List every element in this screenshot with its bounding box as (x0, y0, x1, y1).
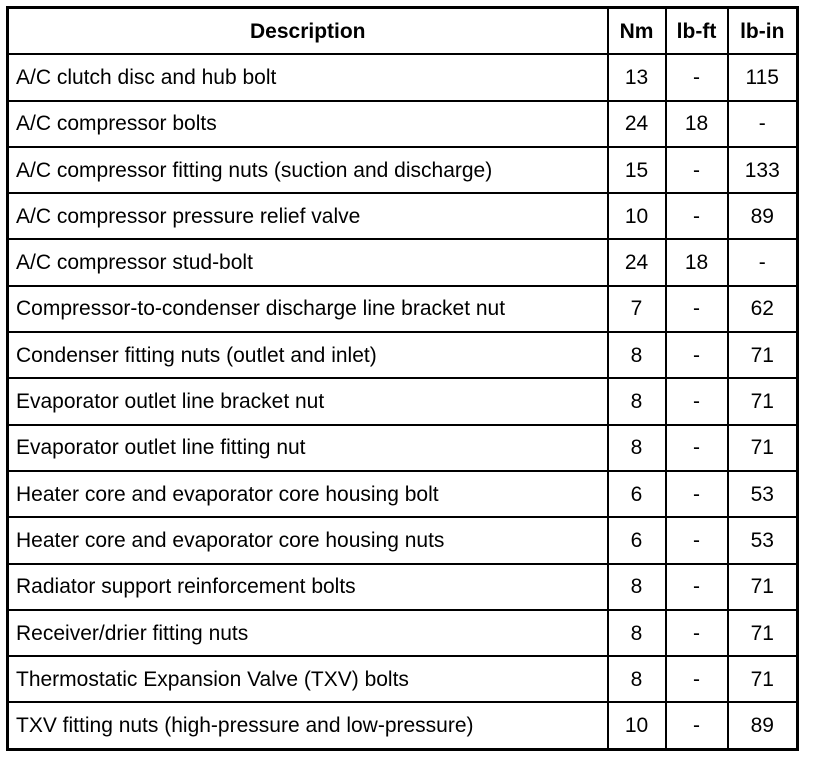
cell-description: Evaporator outlet line fitting nut (8, 425, 608, 471)
table-row (8, 610, 798, 656)
cell-description: Condenser fitting nuts (outlet and inlet) (8, 332, 608, 378)
cell-nm: 8 (608, 378, 666, 424)
cell-nm: 8 (608, 425, 666, 471)
table-row (8, 286, 798, 332)
cell-lb-ft: - (666, 564, 728, 610)
cell-nm: 6 (608, 471, 666, 517)
table-row (8, 54, 798, 100)
cell-lb-in: 71 (728, 425, 798, 471)
cell-description: TXV fitting nuts (high-pressure and low-pressure) (8, 702, 608, 749)
cell-nm: 10 (608, 702, 666, 749)
cell-nm: 8 (608, 610, 666, 656)
cell-lb-ft: - (666, 193, 728, 239)
cell-lb-in: 71 (728, 610, 798, 656)
table-row (8, 101, 798, 147)
cell-lb-ft: - (666, 610, 728, 656)
cell-lb-ft: - (666, 471, 728, 517)
cell-lb-in: 53 (728, 517, 798, 563)
cell-description: Heater core and evaporator core housing nuts (8, 517, 608, 563)
table-row (8, 193, 798, 239)
cell-lb-ft: - (666, 286, 728, 332)
cell-lb-in: - (728, 239, 798, 285)
cell-lb-in: 53 (728, 471, 798, 517)
cell-nm: 8 (608, 656, 666, 702)
fastener-torque-table (6, 6, 799, 751)
table-row (8, 332, 798, 378)
cell-description: A/C clutch disc and hub bolt (8, 54, 608, 100)
cell-description: Compressor-to-condenser discharge line bracket nut (8, 286, 608, 332)
cell-description: Radiator support reinforcement bolts (8, 564, 608, 610)
cell-lb-in: 133 (728, 147, 798, 193)
cell-lb-ft: - (666, 425, 728, 471)
cell-lb-in: 89 (728, 702, 798, 749)
cell-lb-in: 115 (728, 54, 798, 100)
cell-lb-ft: - (666, 54, 728, 100)
cell-lb-in: 71 (728, 656, 798, 702)
header-lb-ft: lb-ft (666, 8, 728, 55)
header-description: Description (8, 8, 608, 55)
cell-lb-ft: - (666, 147, 728, 193)
cell-lb-ft: - (666, 656, 728, 702)
cell-lb-in: - (728, 101, 798, 147)
cell-description: Heater core and evaporator core housing bolt (8, 471, 608, 517)
cell-nm: 7 (608, 286, 666, 332)
cell-lb-in: 71 (728, 378, 798, 424)
cell-nm: 8 (608, 564, 666, 610)
table-row (8, 147, 798, 193)
cell-lb-ft: 18 (666, 101, 728, 147)
cell-description: A/C compressor fitting nuts (suction and discharge) (8, 147, 608, 193)
cell-lb-in: 71 (728, 332, 798, 378)
table-row (8, 564, 798, 610)
cell-nm: 24 (608, 101, 666, 147)
table-row (8, 702, 798, 749)
cell-lb-ft: - (666, 517, 728, 563)
cell-lb-in: 89 (728, 193, 798, 239)
header-lb-in: lb-in (728, 8, 798, 55)
header-nm: Nm (608, 8, 666, 55)
table-row (8, 378, 798, 424)
cell-description: A/C compressor bolts (8, 101, 608, 147)
table-row (8, 425, 798, 471)
cell-description: A/C compressor pressure relief valve (8, 193, 608, 239)
table-row (8, 517, 798, 563)
cell-nm: 15 (608, 147, 666, 193)
cell-lb-in: 62 (728, 286, 798, 332)
cell-nm: 8 (608, 332, 666, 378)
table-row (8, 656, 798, 702)
cell-lb-ft: - (666, 378, 728, 424)
cell-lb-ft: - (666, 332, 728, 378)
cell-nm: 6 (608, 517, 666, 563)
cell-description: A/C compressor stud-bolt (8, 239, 608, 285)
cell-description: Thermostatic Expansion Valve (TXV) bolts (8, 656, 608, 702)
cell-description: Receiver/drier fitting nuts (8, 610, 608, 656)
table-row (8, 239, 798, 285)
cell-description: Evaporator outlet line bracket nut (8, 378, 608, 424)
cell-nm: 13 (608, 54, 666, 100)
table-row (8, 471, 798, 517)
cell-lb-in: 71 (728, 564, 798, 610)
cell-nm: 10 (608, 193, 666, 239)
table-header-row (8, 8, 798, 55)
cell-lb-ft: - (666, 702, 728, 749)
cell-nm: 24 (608, 239, 666, 285)
cell-lb-ft: 18 (666, 239, 728, 285)
